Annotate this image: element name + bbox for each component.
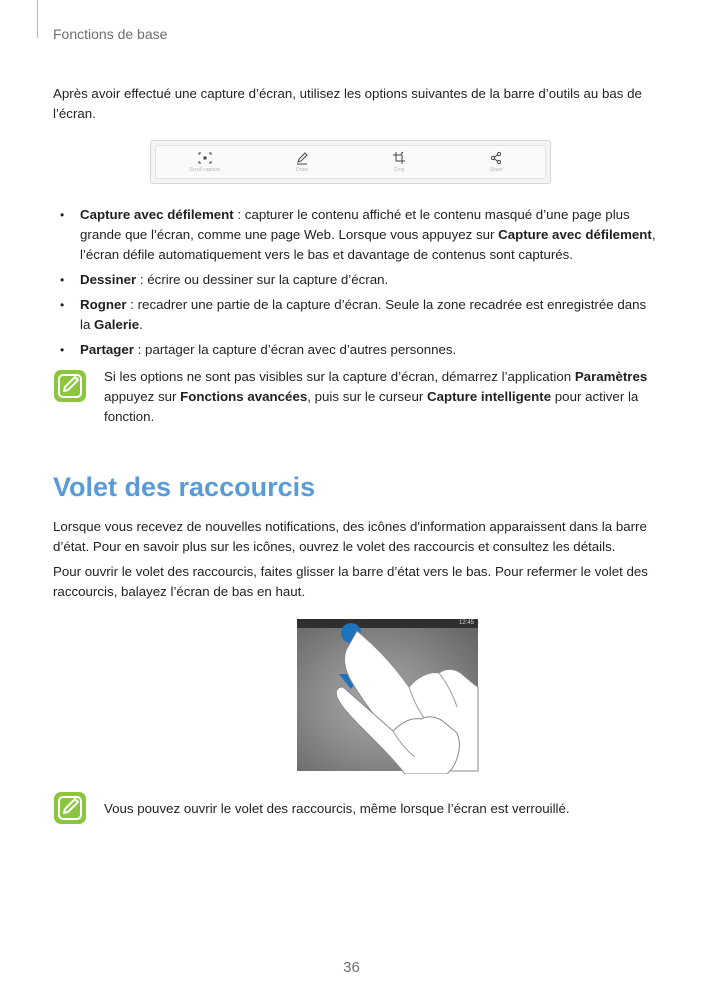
note-bold-advanced: Fonctions avancées: [180, 389, 308, 404]
bullet-dot: •: [60, 298, 65, 312]
page-number: 36: [343, 959, 360, 976]
toolbar-screenshot: [150, 140, 551, 184]
list-item: [60, 205, 660, 265]
note-icon: [53, 791, 87, 825]
note-icon: [53, 369, 87, 403]
list-item: [60, 295, 660, 335]
swipe-down-gesture: [297, 619, 482, 774]
note-bold-smart-capture: Capture intelligente: [426, 389, 552, 404]
term: Capture avec défilement: [80, 207, 234, 222]
note-segment: , puis sur le curseur: [307, 389, 427, 404]
toolbar-item-scroll-capture: [165, 151, 245, 173]
section-paragraph-1: Lorsque vous recevez de nouvelles notifications, des icônes d'information apparaissent dans la barre d’état. Pour en savoir plus sur les icônes, ouvrez le volet des raccourcis et consultez les détails.: [53, 519, 647, 554]
term: Partager: [80, 342, 134, 357]
scroll-capture-icon: [197, 151, 213, 165]
toolbar-label-share: Share: [489, 167, 504, 173]
term: Rogner: [80, 297, 127, 312]
note-bold-settings: Paramètres: [574, 369, 648, 384]
pen-icon: [294, 151, 310, 165]
note-segment: Si les options ne sont pas visibles sur la capture d’écran, démarrez l’application: [104, 369, 575, 384]
note-text: [104, 367, 654, 427]
section-paragraph-2: Pour ouvrir le volet des raccourcis, faites glisser la barre d’état vers le bas. Pour refermer le volet des raccourcis, balayez l’écran de bas en haut.: [53, 564, 648, 599]
term-inline: Capture avec défilement: [498, 227, 652, 242]
list-item: [60, 270, 660, 290]
share-icon: [488, 151, 504, 165]
description: : écrire ou dessiner sur la capture d’écran.: [136, 272, 389, 287]
toolbar-item-crop: [359, 151, 439, 173]
section-title: Volet des raccourcis: [53, 472, 316, 502]
crop-icon: [391, 151, 407, 165]
description-end: .: [139, 317, 143, 332]
description: : capturer le contenu affiché et le contenu masqué d’une page plus grande que l’écran, comme une page Web. Lorsque vous appuyez sur: [80, 207, 630, 242]
status-time: 12:45: [458, 620, 474, 626]
note-text-lock-screen: Vous pouvez ouvrir le volet des raccourcis, même lorsque l’écran est verrouillé.: [104, 801, 570, 816]
toolbar-label-scroll-capture: Scroll capture: [189, 167, 220, 173]
bullet-dot: •: [60, 343, 65, 357]
header-title: Fonctions de base: [53, 26, 168, 42]
options-list: [60, 205, 660, 365]
list-item: [60, 340, 660, 360]
description-end: , l’écran défile automatiquement vers le bas et davantage de contenus sont capturés.: [80, 227, 656, 262]
header-rule: [37, 0, 38, 38]
term: Dessiner: [80, 272, 137, 287]
note-segment: appuyez sur: [104, 389, 181, 404]
toolbar-label-crop: Crop: [393, 167, 405, 173]
intro-paragraph: Après avoir effectué une capture d’écran, utilisez les options suivantes de la barre d’outils au bas de l’écran.: [53, 86, 642, 121]
toolbar-label-draw: Draw: [296, 167, 308, 173]
toolbar-item-share: [456, 151, 536, 173]
description: : recadrer une partie de la capture d’écran. Seule la zone recadrée est enregistrée dans la: [80, 297, 647, 332]
bullet-dot: •: [60, 208, 65, 222]
toolbar-item-draw: [262, 151, 342, 173]
note-segment: pour activer la fonction.: [104, 389, 639, 424]
term-inline: Galerie: [94, 317, 140, 332]
bullet-dot: •: [60, 273, 65, 287]
description: : partager la capture d’écran avec d’autres personnes.: [133, 342, 457, 357]
